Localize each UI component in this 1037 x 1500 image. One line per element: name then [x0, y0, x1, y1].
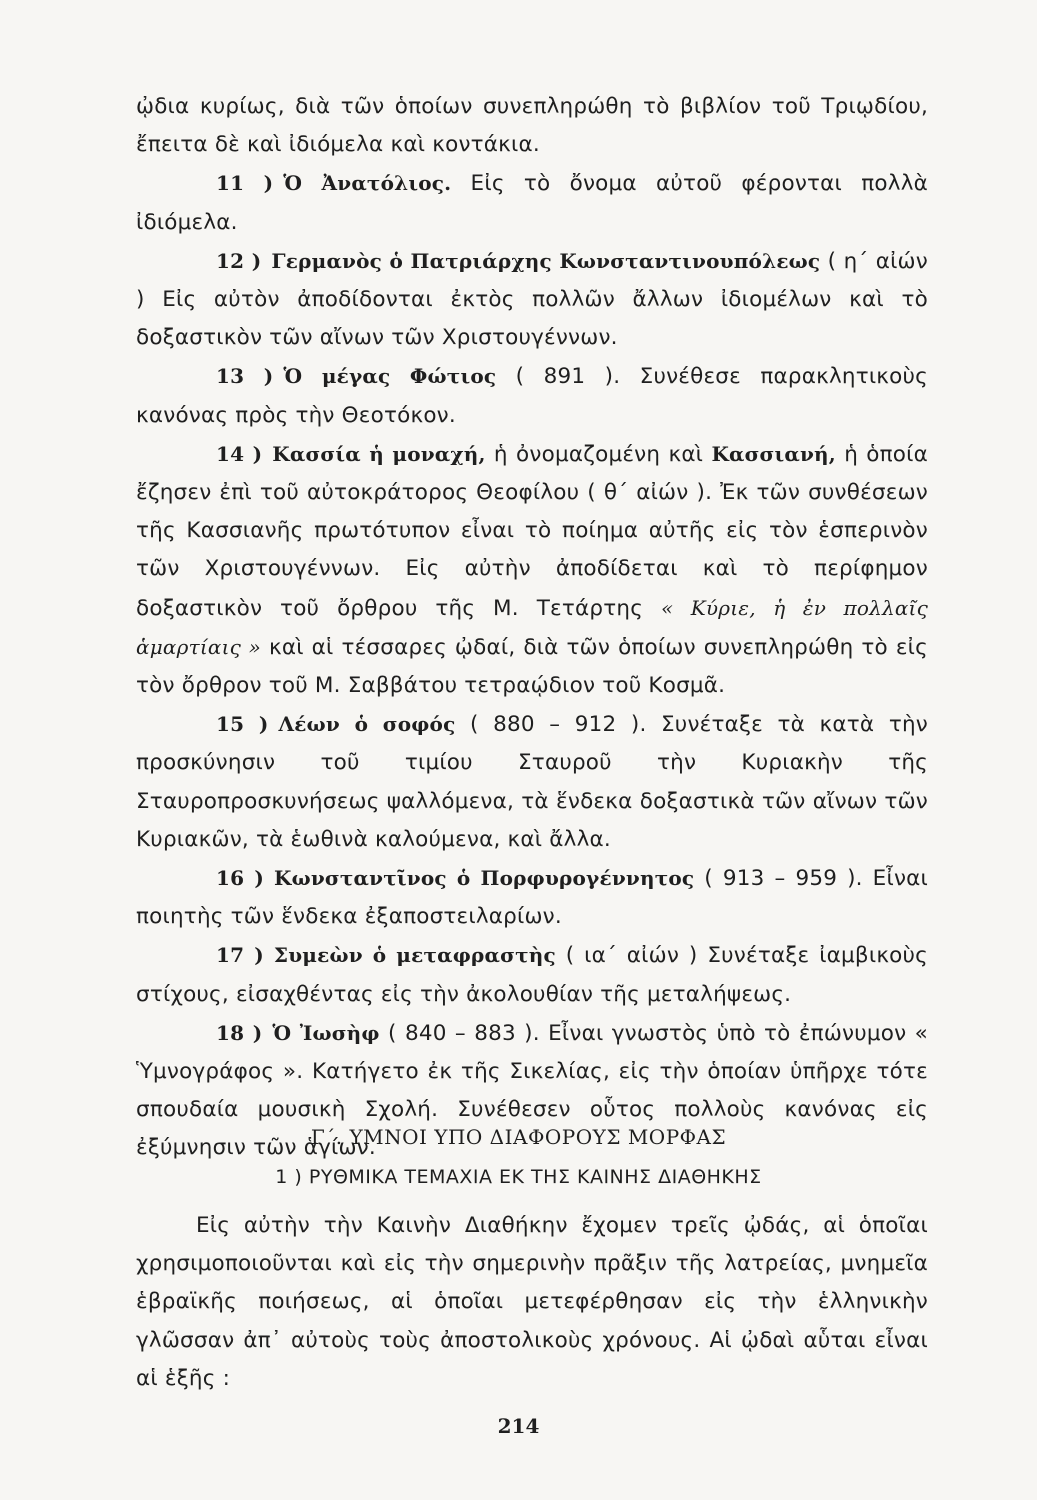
page-number: 214: [497, 1414, 540, 1438]
entry-quote: « Κύριε, ἡ ἐν πολλαῖς ἁμαρτίαις »: [136, 595, 928, 659]
section-heading: Γ΄. ΥΜΝΟΙ ΥΠΟ ΔΙΑΦΟΡΟΥΣ ΜΟΡΦΑΣ: [310, 1125, 727, 1149]
closing-paragraph: Εἰς αὐτὴν τὴν Καινὴν Διαθήκην ἔχομεν τρεῖς ᾠδάς, αἱ ὁποῖαι χρησιμοποιοῦνται καὶ εἰς τὴν σημερινὴν πρᾶξιν τῆς λατρείας, μνημεῖα ἑβραϊκῆς ποιήσεως, αἱ ὁποῖαι μετεφέρθησαν εἰς τὴν ἑλληνικὴν γλῶσσαν ἀπ᾽ αὐτοὺς τοὺς ἀποστολικοὺς χρόνους. Αἱ ᾠδαὶ αὗται εἶναι αἱ ἑξῆς :: [136, 1213, 928, 1391]
entry-text: ( η΄ αἰών ) Εἰς αὐτὸν ἀποδίδονται ἐκτὸς πολλῶν ἄλλων ἰδιομέλων καὶ τὸ δοξαστικὸν τῶν αἴνων τῶν Χριστουγέννων.: [136, 248, 928, 351]
entry-name: Λέων ὁ σοφός: [278, 712, 456, 737]
entry-11: [136, 164, 928, 241]
entry-15: [136, 705, 928, 859]
entry-number: 17 ): [216, 943, 264, 968]
entry-text: ( ια΄ αἰών ) Συνέταξε ἰαμβικοὺς στίχους, εἰσαχθέντας εἰς τὴν ἀκολουθίαν τῆς μεταλήψεως.: [136, 943, 928, 1007]
entry-14: [136, 435, 928, 705]
entry-text: Εἰς τὸ ὄνομα αὐτοῦ φέρονται πολλὰ ἰδιόμελα.: [136, 171, 928, 235]
entry-text: ( 891 ). Συνέθεσε παρακλητικοὺς κανόνας πρὸς τὴν Θεοτόκον.: [136, 364, 928, 428]
entry-number: 13 ): [216, 364, 274, 389]
entry-16: [136, 859, 928, 936]
entry-name: Ὁ Ἀνατόλιος.: [283, 171, 452, 196]
entry-text: ( 840 – 883 ). Εἶναι γνωστὸς ὑπὸ τὸ ἐπώνυμον « Ὑμνογράφος ». Κατήγετο ἐκ τῆς Σικελίας, εἰς τὴν ὁποίαν ὑπῆρχε τότε σπουδαία μουσικὴ Σχολή. Συνέθεσεν οὗτος πολλοὺς κανόνας εἰς ἐξύμνησιν τῶν ἁγίων.: [136, 1020, 929, 1161]
entry-name: Συμεὼν ὁ μεταφραστὴς: [273, 943, 556, 968]
entry-text-end: καὶ αἱ τέσσαρες ᾠδαί, διὰ τῶν ὁποίων συνεπληρώθη τὸ εἰς τὸν ὄρθρον τοῦ Μ. Σαββάτου τετραῴδιον τοῦ Κοσμᾶ.: [136, 634, 928, 699]
entry-number: 16 ): [216, 866, 265, 891]
entry-text: ( 880 – 912 ). Συνέταξε τὰ κατὰ τὴν προσκύνησιν τοῦ τιμίου Σταυροῦ τὴν Κυριακὴν τῆς Σταυροπροσκυνήσεως ψαλλόμενα, τὰ ἕνδεκα δοξαστικὰ τῶν αἴνων τῶν Κυριακῶν, τὰ ἑωθινὰ καλούμενα, καὶ ἄλλα.: [136, 712, 929, 852]
sub-heading: 1 ) ΡΥΘΜΙΚΑ ΤΕΜΑΧΙΑ ΕΚ ΤΗΣ ΚΑΙΝΗΣ ΔΙΑΘΗΚΗΣ: [275, 1166, 762, 1188]
entry-name: Κωνσταντῖνος ὁ Πορφυρογέννητος: [274, 866, 695, 891]
entry-number: 11 ): [216, 171, 274, 196]
main-text-block: [136, 88, 928, 1168]
entry-number: 14 ): [216, 441, 263, 466]
entry-text: ἡ ὀνομαζομένη καὶ: [485, 441, 712, 467]
entry-text: ἡ ὁποία ἔζησεν ἐπὶ τοῦ αὐτοκράτορος Θεοφίλου ( θ΄ αἰών ). Ἐκ τῶν συνθέσεων τῆς Κασσιανῆς πρωτότυπον εἶναι τὸ ποίημα αὐτῆς εἰς τὸν ἑσπερινὸν τῶν Χριστουγέννων. Εἰς αὐτὴν ἀποδίδεται καὶ τὸ περίφημον δοξαστικὸν τοῦ ὄρθρου τῆς Μ. Τετάρτης: [136, 441, 929, 621]
entry-name: Ὁ Ἰωσὴφ: [272, 1020, 380, 1045]
entry-text: ( 913 – 959 ). Εἶναι ποιητὴς τῶν ἕνδεκα ἐξαποστειλαρίων.: [136, 866, 929, 930]
entry-number: 12 ): [216, 248, 262, 273]
entry-name-alt: Κασσιανή,: [711, 441, 836, 466]
entry-17: [136, 936, 928, 1013]
entry-number: 15 ): [216, 712, 269, 737]
entry-name: Ὁ μέγας Φώτιος: [283, 364, 497, 389]
entry-13: [136, 357, 928, 434]
intro-paragraph: ᾠδια κυρίως, διὰ τῶν ὁποίων συνεπληρώθη τὸ βιβλίον τοῦ Τριῳδίου, ἔπειτα δὲ καὶ ἰδιόμελα καὶ κοντάκια.: [136, 94, 928, 158]
entry-name: Γερμανὸς ὁ Πατριάρχης Κωνσταντινουπόλεως: [271, 248, 821, 273]
entry-name: Κασσία ἡ μοναχή,: [272, 441, 486, 466]
entry-12: [136, 242, 928, 358]
entry-number: 18 ): [216, 1020, 263, 1045]
